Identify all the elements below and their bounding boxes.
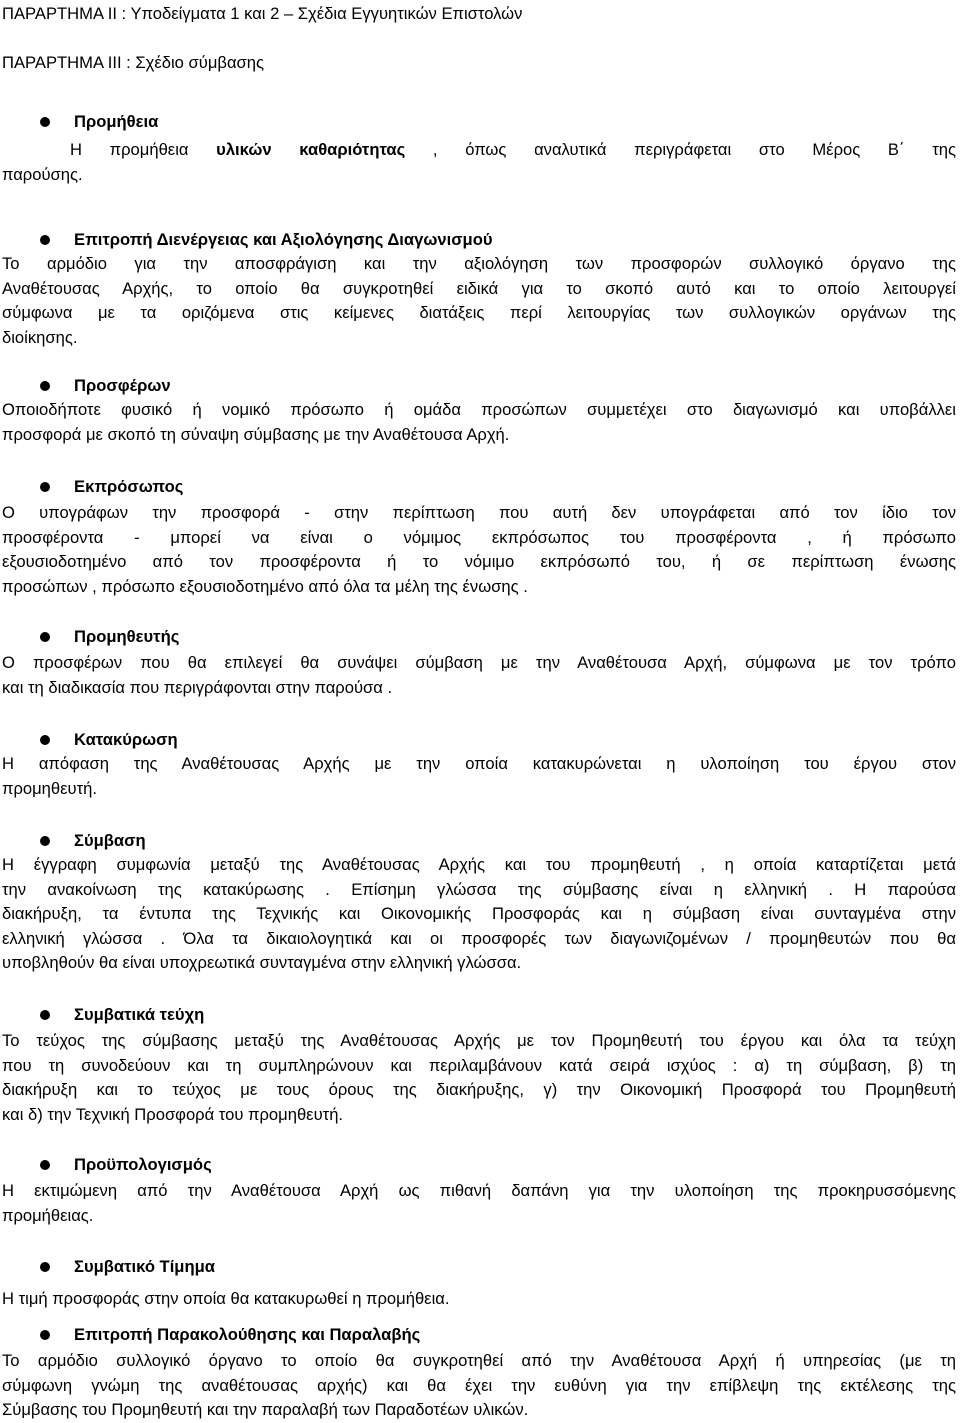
- text-run: παρούσης.: [2, 164, 83, 184]
- body-line: [2, 853, 956, 878]
- text-run: , όπως αναλυτικά περιγράφεται στο Μέρος Β΄ της: [405, 140, 956, 159]
- body-line: [2, 777, 956, 802]
- bullet-icon: [40, 1010, 50, 1020]
- body-line: [2, 902, 956, 927]
- section-title: Προσφέρων: [74, 376, 171, 395]
- bullet-icon: [40, 235, 50, 245]
- section-title: Επιτροπή Παρακολούθησης και Παραλαβής: [74, 1325, 421, 1344]
- body-line: [2, 277, 956, 302]
- section-body: [2, 853, 956, 976]
- body-line: [2, 1179, 956, 1204]
- body-line: [2, 252, 956, 277]
- text-run: διακήρυξη και το τεύχος με τους όρους της διακήρυξης, γ) την Οικονομική Προσφορά του Προμηθευτή: [2, 1080, 956, 1099]
- text-run: προσώπων , πρόσωπο εξουσιοδοτημένο από όλα τα μέλη της ένωσης .: [2, 576, 528, 596]
- text-run: Ο υπογράφων την προσφορά - στην περίπτωση που αυτή δεν υπογράφεται από τον ίδιο τον: [2, 503, 956, 522]
- text-run: Οποιοδήποτε φυσικό ή νομικό πρόσωπο ή ομάδα προσώπων συμμετέχει στο διαγωνισμό και υποβάλλει: [2, 400, 956, 419]
- text-run: την ανακοίνωση της κατακύρωσης . Επίσημη γλώσσα της σύμβασης είναι η ελληνική . Η παρούσα: [2, 879, 956, 899]
- body-line: [2, 398, 956, 423]
- body-line: [2, 1287, 956, 1312]
- text-run: και τη διαδικασία που περιγράφονται στην παρούσα .: [2, 677, 393, 697]
- bullet-icon: [40, 1160, 50, 1170]
- body-line: [2, 752, 956, 777]
- body-line: [2, 1204, 956, 1229]
- text-run: διοίκησης.: [2, 327, 78, 347]
- body-line: [2, 1103, 956, 1128]
- text-run: Η εκτιμώμενη από την Αναθέτουσα Αρχή ως πιθανή δαπάνη για την υλοποίηση της προκηρυσσόμενης: [2, 1181, 956, 1200]
- body-line: [2, 1349, 956, 1374]
- text-run: Το αρμόδιο για την αποσφράγιση και την αξιολόγηση των προσφορών συλλογικό όργανο της: [2, 254, 956, 273]
- section-title: Προμηθευτής: [74, 627, 180, 646]
- section-title: Προμήθεια: [74, 112, 159, 131]
- body-line: [2, 1029, 956, 1054]
- bullet-icon: [40, 381, 50, 391]
- body-line: [2, 326, 956, 351]
- body-line: [2, 651, 956, 676]
- body-line: [2, 501, 956, 526]
- text-run: Η απόφαση της Αναθέτουσας Αρχής με την οποία κατακυρώνεται η υλοποίηση του έργου στον: [2, 754, 956, 773]
- section-title: Κατακύρωση: [74, 730, 178, 749]
- text-run: προσφορά με σκοπό τη σύναψη σύμβασης με την Αναθέτουσα Αρχή.: [2, 424, 510, 444]
- body-line: [2, 927, 956, 952]
- text-run: προμηθευτή.: [2, 778, 98, 798]
- text-run: διακήρυξη, τα έντυπα της Τεχνικής και Οικονομικής Προσφοράς και η σύμβαση είναι συνταγμένα στην: [2, 904, 956, 923]
- section-body: [2, 1349, 956, 1423]
- body-line: [2, 951, 956, 976]
- text-run: σύμφωνα με τα οριζόμενα στις κείμενες διατάξεις περί λειτουργίας των συλλογικών οργάνων της: [2, 303, 956, 322]
- body-line: [2, 676, 956, 701]
- section-title: Συμβατικά τεύχη: [74, 1005, 205, 1024]
- bullet-icon: [40, 735, 50, 745]
- section-body: [2, 1179, 956, 1228]
- section-body: [2, 1029, 956, 1127]
- body-line: [2, 1398, 956, 1423]
- section-title: Εκπρόσωπος: [74, 477, 184, 496]
- text-run: Το τεύχος της σύμβασης μεταξύ της Αναθέτουσας Αρχής με τον Προμηθευτή του έργου και όλα τα τεύχη: [2, 1031, 956, 1050]
- body-line: [2, 575, 956, 600]
- text-run: σύμφωνη γνώμη της αναθέτουσας αρχής) και θα έχει την ευθύνη για την επίβλεψη της εκτέλεσης της: [2, 1375, 956, 1395]
- text-run: Η έγγραφη συμφωνία μεταξύ της Αναθέτουσας Αρχής και του προμηθευτή , η οποία καταρτίζεται μετά: [2, 855, 956, 874]
- text-run: Σύμβασης του Προμηθευτή και την παραλαβή των Παραδοτέων υλικών.: [2, 1400, 529, 1419]
- text-run: Η τιμή προσφοράς στην οποία θα κατακυρωθεί η προμήθεια.: [2, 1289, 450, 1308]
- text-run: προμήθειας.: [2, 1205, 94, 1225]
- section-title: Σύμβαση: [74, 831, 146, 850]
- text-run: προσφέροντα - μπορεί να είναι ο νόμιμος εκπρόσωπος του προσφέροντα , ή πρόσωπο: [2, 527, 956, 547]
- body-line: [2, 1054, 956, 1079]
- section-title: Προϋπολογισμός: [74, 1155, 212, 1174]
- annex-line-3: ΠΑΡΑΡΤΗΜΑ ΙΙΙ : Σχέδιο σύμβασης: [2, 53, 264, 72]
- body-line: [2, 526, 956, 551]
- section-body: [2, 752, 956, 801]
- bullet-icon: [40, 117, 50, 127]
- body-line: [2, 163, 956, 188]
- section-body: [2, 1287, 956, 1312]
- bullet-icon: [40, 836, 50, 846]
- text-run: ελληνική γλώσσα . Όλα τα δικαιολογητικά και οι προσφορές των διαγωνιζομένων / προμηθευτών που θα: [2, 928, 956, 948]
- body-line: [2, 878, 956, 903]
- section-title: Συμβατικό Τίμημα: [74, 1257, 215, 1276]
- section-body: [2, 651, 956, 700]
- emphasis-text: υλικών καθαριότητας: [216, 140, 406, 159]
- section-body: [2, 252, 956, 350]
- bullet-icon: [40, 482, 50, 492]
- body-line: [2, 423, 956, 448]
- text-run: Το αρμόδιο συλλογικό όργανο το οποίο θα συγκροτηθεί από την Αναθέτουσα Αρχή ή υπηρεσίας (με τη: [2, 1351, 956, 1370]
- text-run: Αναθέτουσας Αρχής, το οποίο θα συγκροτηθεί ειδικά για το σκοπό αυτό και το οποίο λειτουργεί: [2, 278, 956, 298]
- text-run: Η προμήθεια: [70, 140, 217, 159]
- section-body: [2, 501, 956, 599]
- body-line: [2, 301, 956, 326]
- text-run: που τη συνοδεύουν και τη συμπληρώνουν και περιλαμβάνουν κατά σειρά ισχύος : α) τη σύμβαση, β) τη: [2, 1055, 956, 1075]
- bullet-icon: [40, 1262, 50, 1272]
- text-run: υποβληθούν θα είναι υποχρεωτικά συνταγμένα στην ελληνική γλώσσα.: [2, 953, 522, 972]
- bullet-icon: [40, 632, 50, 642]
- text-run: και δ) την Τεχνική Προσφορά του προμηθευτή.: [2, 1104, 344, 1124]
- body-line: [2, 550, 956, 575]
- text-run: Ο προσφέρων που θα επιλεγεί θα συνάψει σύμβαση με την Αναθέτουσα Αρχή, σύμφωνα με τον τρόπο: [2, 653, 956, 672]
- text-run: εξουσιοδοτημένο από τον προσφέροντα ή το νόμιμο εκπρόσωπό του, ή σε περίπτωση ένωσης: [2, 552, 956, 571]
- body-line: [2, 138, 956, 163]
- annex-line-2: ΠΑΡΑΡΤΗΜΑ ΙΙ : Υποδείγματα 1 και 2 – Σχέδια Εγγυητικών Επιστολών: [2, 4, 523, 23]
- body-line: [2, 1078, 956, 1103]
- section-body: [2, 138, 956, 187]
- section-body: [2, 398, 956, 447]
- body-line: [2, 1374, 956, 1399]
- section-title: Επιτροπή Διενέργειας και Αξιολόγησης Διαγωνισμού: [74, 230, 493, 249]
- bullet-icon: [40, 1330, 50, 1340]
